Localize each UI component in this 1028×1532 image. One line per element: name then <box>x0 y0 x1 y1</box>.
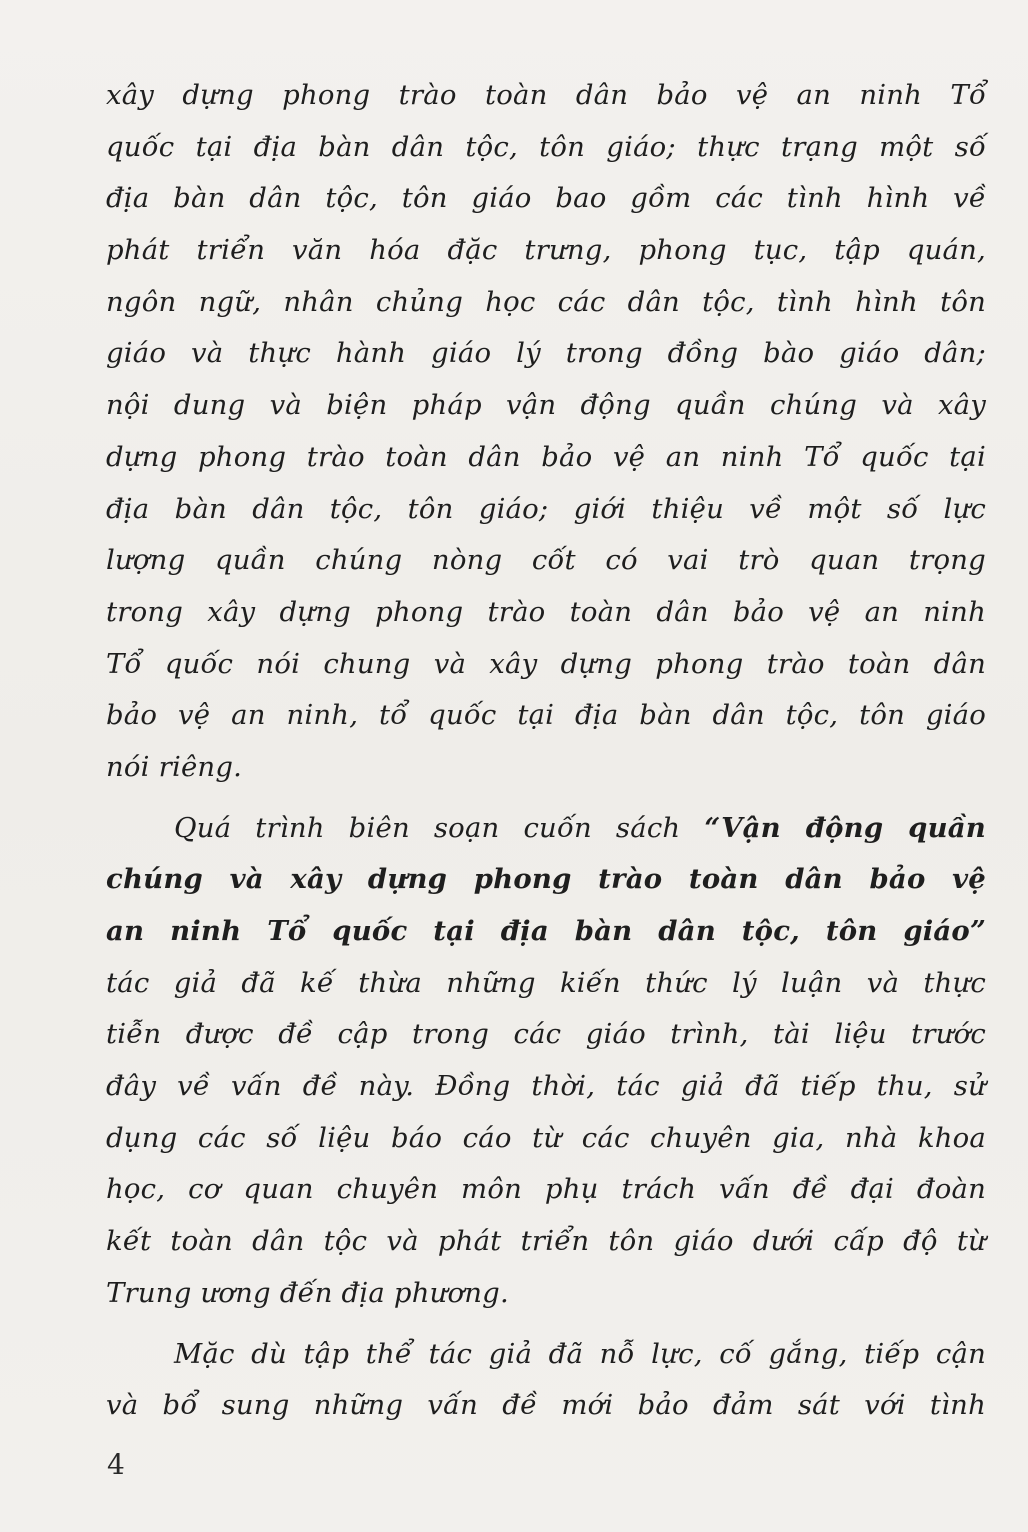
text-line <box>106 1009 986 1061</box>
text-line <box>106 277 986 329</box>
text-segment: trong xây dựng phong trào toàn dân bảo vệ an ninh <box>106 595 986 628</box>
text-segment: nội dung và biện pháp vận động quần chúng và xây <box>106 389 986 422</box>
text-line <box>106 906 986 958</box>
paragraph <box>106 70 986 794</box>
text-segment: Tổ quốc nói chung và xây dựng phong trào toàn dân <box>106 647 986 680</box>
text-segment: học, cơ quan chuyên môn phụ trách vấn đề đại đoàn <box>106 1173 986 1206</box>
text-segment: Trung ương đến địa phương. <box>106 1276 509 1309</box>
bold-text-segment: an ninh Tổ quốc tại địa bàn dân tộc, tôn giáo” <box>106 915 986 947</box>
paragraph-gap <box>106 794 986 803</box>
text-segment: lượng quần chúng nòng cốt có vai trò quan trọng <box>106 544 986 577</box>
text-segment: nói riêng. <box>106 750 243 783</box>
text-line <box>106 587 986 639</box>
text-segment: dụng các số liệu báo cáo từ các chuyên gia, nhà khoa <box>106 1121 986 1154</box>
text-segment: xây dựng phong trào toàn dân bảo vệ an ninh Tổ <box>106 79 986 111</box>
text-line <box>106 380 986 432</box>
text-line <box>106 535 986 587</box>
paragraph-gap <box>106 1320 986 1329</box>
text-line <box>106 328 986 380</box>
text-line <box>106 958 986 1010</box>
text-segment: địa bàn dân tộc, tôn giáo bao gồm các tình hình về <box>106 182 986 215</box>
text-segment: bảo vệ an ninh, tổ quốc tại địa bàn dân tộc, tôn giáo <box>106 699 986 732</box>
text-line <box>106 854 986 906</box>
text-segment: Mặc dù tập thể tác giả đã nỗ lực, cố gắng, tiếp cận <box>174 1337 986 1370</box>
text-segment: tiễn được đề cập trong các giáo trình, tài liệu trước <box>106 1018 986 1051</box>
text-line <box>106 803 986 855</box>
text-line <box>106 1268 986 1320</box>
text-segment: và bổ sung những vấn đề mới bảo đảm sát với tình <box>106 1389 986 1422</box>
text-line <box>106 690 986 742</box>
paragraph <box>106 803 986 1320</box>
text-line <box>106 484 986 536</box>
text-line <box>106 173 986 225</box>
text-line <box>106 225 986 277</box>
bold-text-segment: chúng và xây dựng phong trào toàn dân bảo vệ <box>106 863 986 896</box>
text-line <box>106 639 986 691</box>
text-line <box>106 1380 986 1432</box>
text-segment: tác giả đã kế thừa những kiến thức lý luận và thực <box>106 966 986 999</box>
page-number: 4 <box>107 1448 125 1481</box>
text-segment: Quá trình biên soạn cuốn sách <box>174 811 705 844</box>
text-segment: địa bàn dân tộc, tôn giáo; giới thiệu về một số lực <box>106 492 986 525</box>
text-line <box>106 1216 986 1268</box>
text-segment: ngôn ngữ, nhân chủng học các dân tộc, tình hình tôn <box>106 285 986 318</box>
text-segment: giáo và thực hành giáo lý trong đồng bào giáo dân; <box>106 337 986 370</box>
text-segment: đây về vấn đề này. Đồng thời, tác giả đã tiếp thu, sử <box>106 1070 986 1103</box>
text-line <box>106 1113 986 1165</box>
text-line <box>106 122 986 174</box>
text-segment: phát triển văn hóa đặc trưng, phong tục, tập quán, <box>106 234 986 267</box>
text-line <box>106 1164 986 1216</box>
text-line <box>106 432 986 484</box>
text-segment: kết toàn dân tộc và phát triển tôn giáo dưới cấp độ từ <box>106 1225 986 1258</box>
text-segment: quốc tại địa bàn dân tộc, tôn giáo; thực trạng một số <box>106 130 986 163</box>
text-line <box>106 742 986 794</box>
text-segment: dựng phong trào toàn dân bảo vệ an ninh Tổ quốc tại <box>106 440 986 473</box>
text-line <box>106 70 986 122</box>
text-line <box>106 1329 986 1381</box>
body-text <box>106 70 986 1432</box>
text-line <box>106 1061 986 1113</box>
bold-text-segment: “Vận động quần <box>704 811 986 844</box>
paragraph <box>106 1329 986 1432</box>
